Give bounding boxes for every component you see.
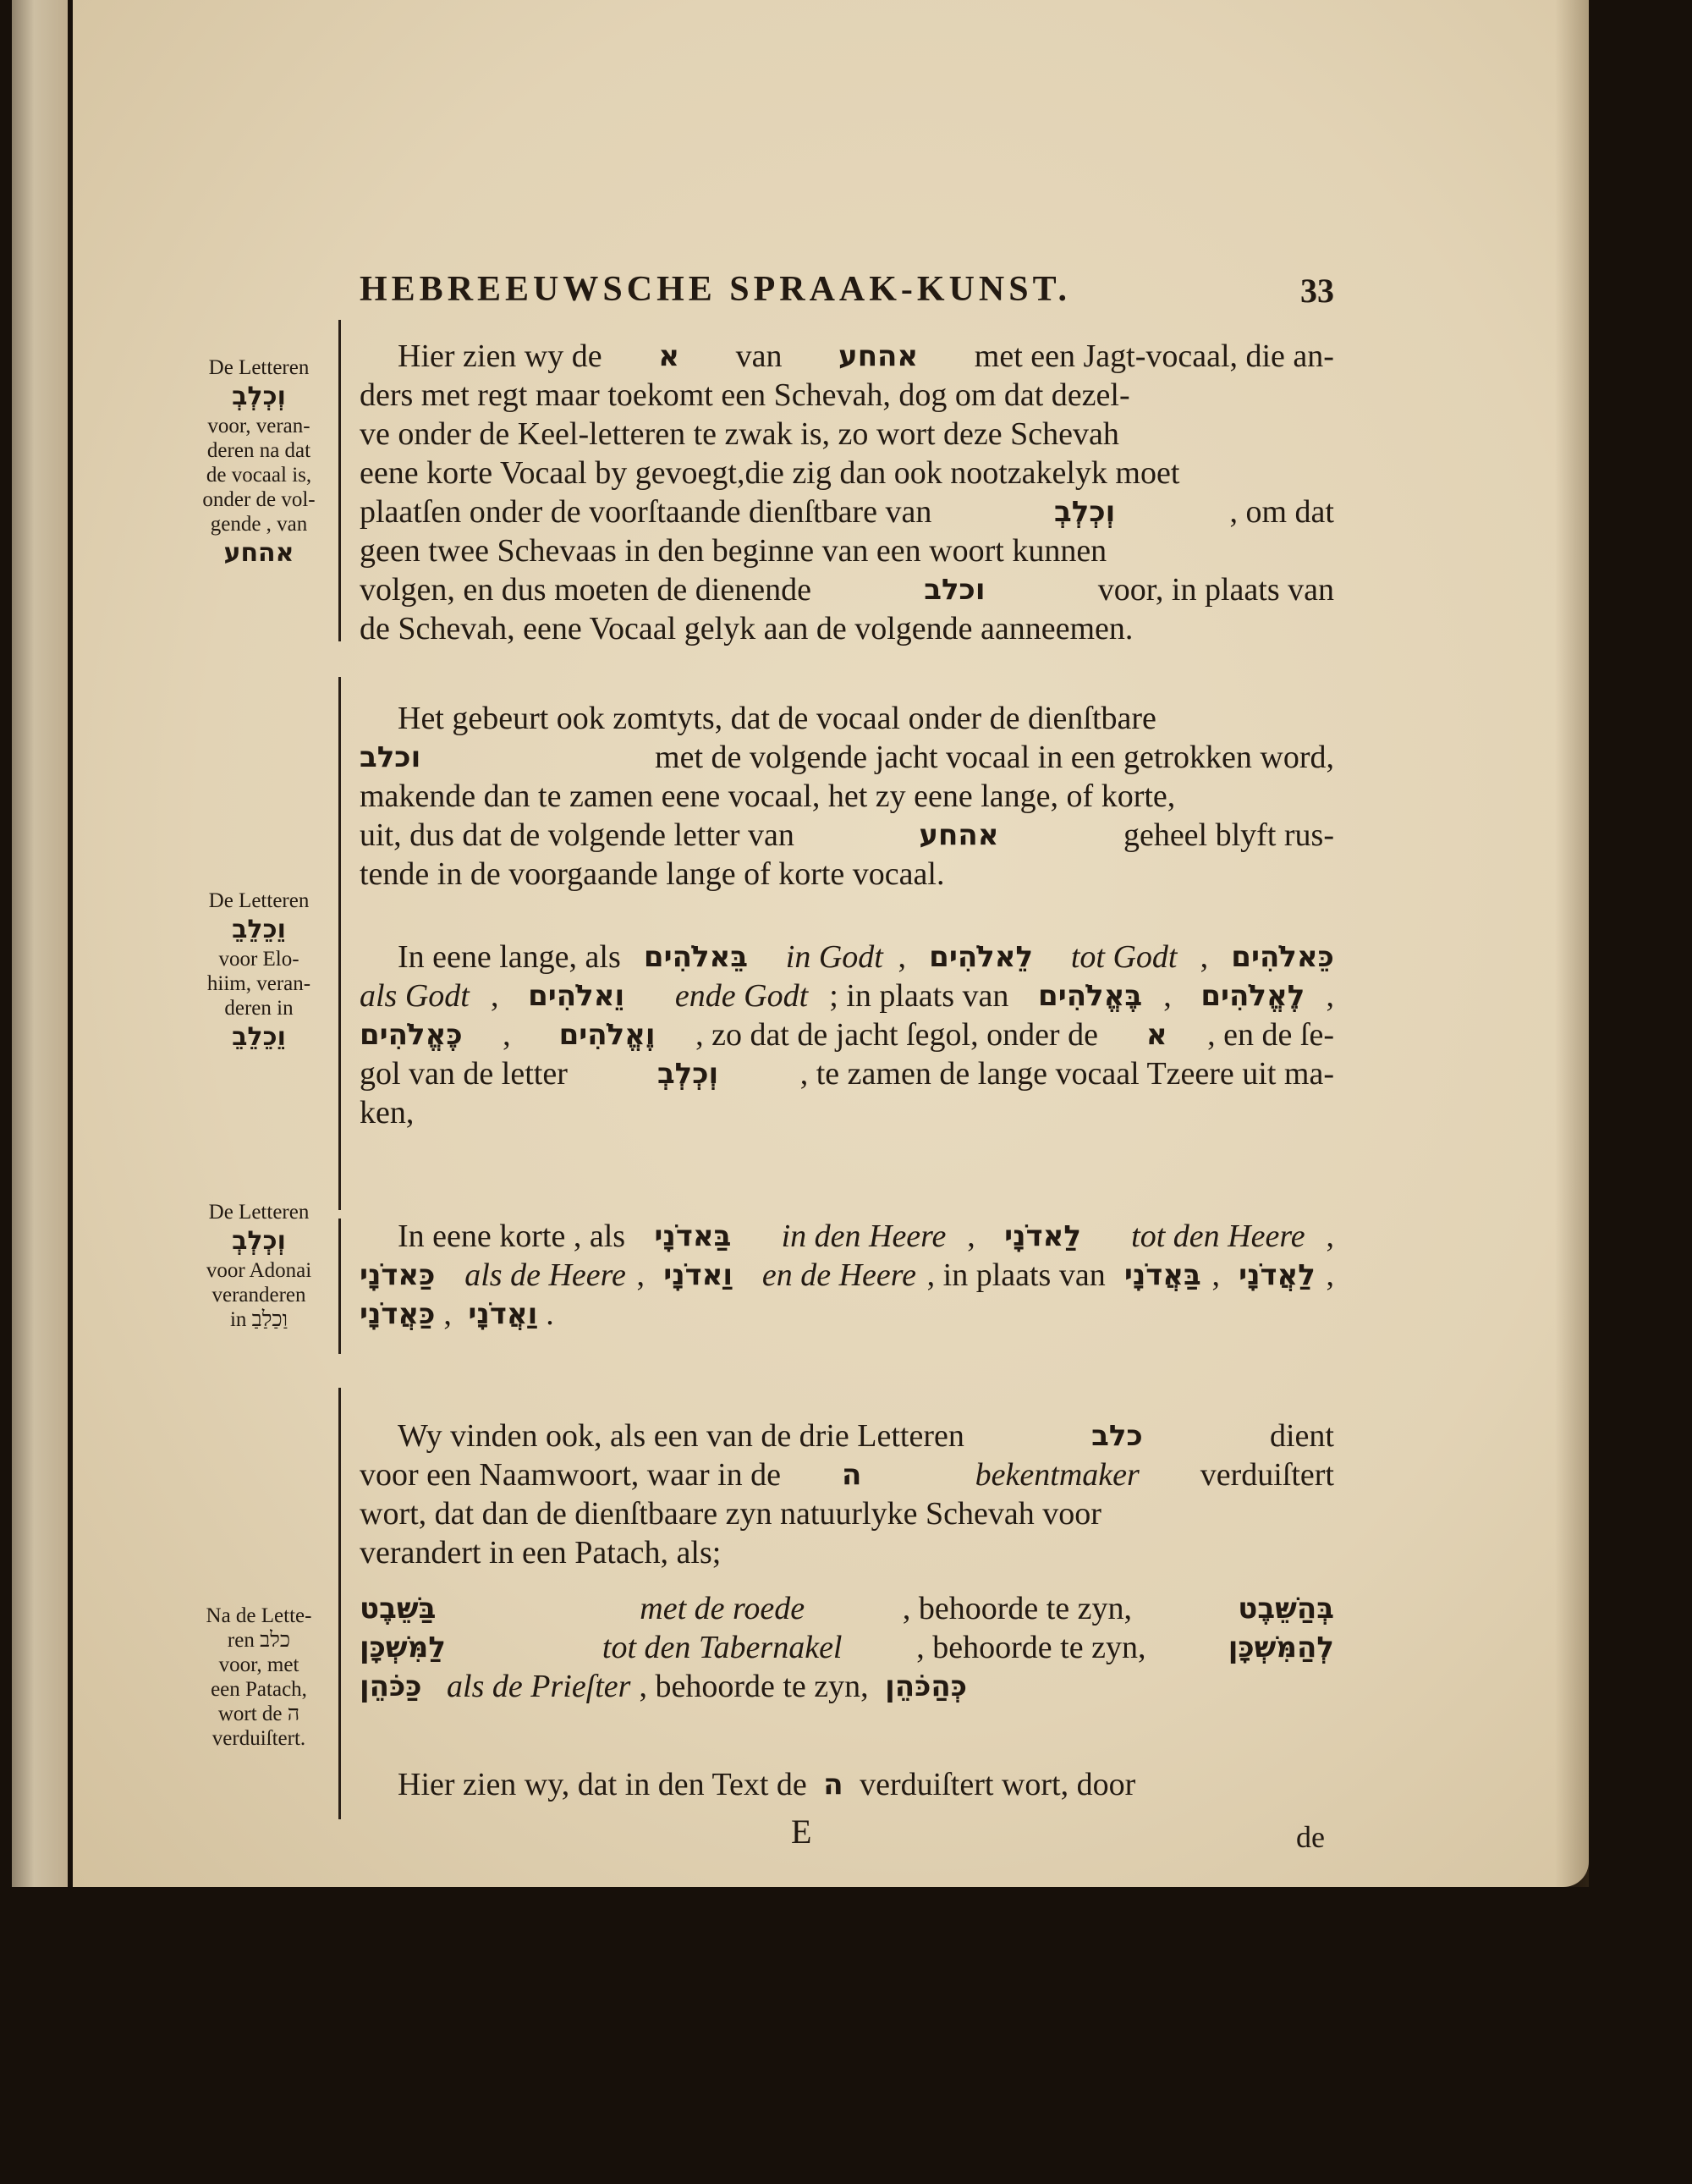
hebrew-word: כלב bbox=[1091, 1419, 1143, 1453]
hebrew-word: א bbox=[1145, 1018, 1167, 1052]
text-line bbox=[360, 609, 1334, 648]
text-segment bbox=[744, 1256, 752, 1295]
margin-note-line: deren na dat bbox=[206, 439, 311, 462]
text-line bbox=[360, 1494, 1334, 1533]
text-line bbox=[360, 699, 1334, 738]
text-line bbox=[360, 1093, 1334, 1132]
margin-note bbox=[188, 1200, 330, 1332]
text-line bbox=[360, 454, 1334, 492]
paragraph bbox=[360, 699, 1334, 894]
italic-text: tot den Heere bbox=[1131, 1219, 1305, 1254]
text-segment bbox=[1048, 938, 1057, 976]
italic-text: met de roede bbox=[640, 1591, 805, 1626]
margin-note bbox=[188, 1604, 330, 1751]
text-segment: eene korte Vocaal by gevoegt,die zig dan ook nootzakelyk moet bbox=[360, 455, 1180, 491]
text-segment bbox=[446, 1256, 454, 1295]
text-segment: ; in plaats van bbox=[829, 978, 1017, 1014]
hebrew-word: וַאֲדֹנָי bbox=[468, 1297, 538, 1331]
text-segment: , in plaats van bbox=[926, 1257, 1114, 1293]
text-line bbox=[360, 1295, 1334, 1334]
hebrew-word: וְכְלְבְ bbox=[1054, 495, 1116, 529]
text-segment bbox=[763, 938, 772, 976]
hebrew-word: לְהַמִּשְׁכָּן bbox=[1228, 1631, 1334, 1664]
hebrew-word: לֶאֱלֹהִים bbox=[1200, 979, 1305, 1013]
hebrew-word: לַאדֹנָי bbox=[1004, 1219, 1081, 1253]
hebrew-word: כַּכֹּהֵן bbox=[360, 1670, 422, 1703]
hebrew-word: וכלב bbox=[924, 573, 986, 607]
hebrew-word: לֵאלֹהִים bbox=[929, 940, 1034, 974]
text-segment: , bbox=[443, 1296, 460, 1332]
text-segment bbox=[534, 1589, 542, 1628]
text-segment bbox=[1102, 1217, 1111, 1256]
text-line bbox=[360, 1217, 1334, 1256]
paragraph bbox=[360, 1417, 1334, 1572]
hebrew-word: אהחע bbox=[223, 538, 294, 568]
text-segment: dient bbox=[1261, 1418, 1334, 1454]
paragraph bbox=[360, 337, 1334, 648]
text-line bbox=[360, 976, 1334, 1015]
text-segment: tende in de voorgaande lange of korte vocaal. bbox=[360, 856, 945, 892]
margin-note-line: een Patach, bbox=[211, 1678, 307, 1701]
text-segment: , behoorde te zyn, bbox=[916, 1630, 1154, 1665]
text-segment bbox=[645, 976, 654, 1015]
text-segment: verandert in een Patach, als; bbox=[360, 1535, 722, 1571]
hebrew-word: בֶּאֱלֹהִים bbox=[1038, 979, 1143, 1013]
hebrew-word: וֵכֵלֵבֵ bbox=[232, 1022, 286, 1052]
signature-mark: E bbox=[791, 1813, 812, 1851]
hebrew-word: בַּשֵּׁבֶט bbox=[360, 1592, 437, 1626]
text-segment: , bbox=[1326, 978, 1334, 1014]
margin-note-line: voor Elo- bbox=[218, 948, 299, 971]
margin-note bbox=[188, 355, 330, 570]
hebrew-word: וַאדֹנָי bbox=[663, 1258, 733, 1292]
text-segment: , bbox=[1326, 1219, 1334, 1254]
hebrew-word: כַּאֲדֹנָי bbox=[360, 1297, 436, 1331]
italic-text: in den Heere bbox=[781, 1219, 947, 1254]
italic-text: en de Heere bbox=[761, 1257, 916, 1293]
margin-note-line: deren in bbox=[224, 997, 294, 1020]
text-segment: ken, bbox=[360, 1095, 415, 1131]
text-line bbox=[360, 1589, 1334, 1628]
text-segment: , bbox=[967, 1219, 984, 1254]
hebrew-word: וֶאֱלֹהִים bbox=[558, 1018, 656, 1052]
italic-text: tot den Tabernakel bbox=[602, 1630, 843, 1665]
text-segment bbox=[915, 1455, 923, 1494]
hebrew-word: וְכְלְבְ bbox=[656, 1057, 719, 1091]
text-segment bbox=[520, 1628, 529, 1667]
text-segment: verduiſtert wort, door bbox=[851, 1767, 1136, 1802]
hebrew-word: וְכְלְבְ bbox=[232, 1226, 286, 1256]
bracket-line bbox=[338, 1582, 341, 1819]
italic-text: in Godt bbox=[785, 939, 883, 975]
text-segment: Hier zien wy, dat in den Text de bbox=[398, 1767, 816, 1802]
bracket-line bbox=[338, 1219, 341, 1354]
text-segment: makende dan te zamen eene vocaal, het zy eene lange, of korte, bbox=[360, 778, 1176, 814]
text-line bbox=[360, 1533, 1334, 1572]
text-segment bbox=[752, 1217, 761, 1256]
margin-note-line: De Letteren bbox=[208, 356, 310, 379]
text-line bbox=[360, 1628, 1334, 1667]
text-segment: volgen, en dus moeten de dienende bbox=[360, 572, 820, 608]
hebrew-word: ה bbox=[823, 1768, 843, 1802]
running-title: HEBREEUWSCHE SPRAAK-KUNST. bbox=[360, 270, 1072, 309]
margin-note-line: verduiſtert. bbox=[212, 1727, 306, 1750]
hebrew-word: כְּהַכֹּהֵן bbox=[885, 1670, 968, 1703]
margin-note-line: voor, met bbox=[218, 1653, 299, 1676]
hebrew-word: א bbox=[658, 339, 679, 373]
hebrew-word: וֵאלֹהִים bbox=[528, 979, 625, 1013]
text-segment: , bbox=[503, 1017, 519, 1053]
text-segment: ders met regt maar toekomt een Schevah, dog om dat dezel- bbox=[360, 377, 1130, 413]
text-line bbox=[360, 738, 1334, 777]
text-segment: wort, dat dan de dienſtbaare zyn natuurlyke Schevah voor bbox=[360, 1496, 1101, 1532]
margin-note-line: voor, veran- bbox=[207, 415, 310, 437]
text-segment: . bbox=[546, 1296, 554, 1332]
text-line bbox=[360, 415, 1334, 454]
text-line bbox=[360, 1765, 1334, 1804]
text-line bbox=[360, 855, 1334, 894]
text-segment: met een Jagt-vocaal, die an- bbox=[966, 338, 1334, 374]
text-segment: voor, in plaats van bbox=[1090, 572, 1334, 608]
paragraph bbox=[360, 1765, 1334, 1804]
text-segment: de Schevah, eene Vocaal gelyk aan de volgende aanneemen. bbox=[360, 611, 1134, 646]
text-line bbox=[360, 1054, 1334, 1093]
text-line bbox=[360, 531, 1334, 570]
text-segment: , te zamen de lange vocaal Tzeere uit ma- bbox=[799, 1056, 1334, 1092]
text-line bbox=[360, 816, 1334, 855]
text-segment: uit, dus dat de volgende letter van bbox=[360, 817, 803, 853]
catchword: de bbox=[1296, 1820, 1325, 1854]
text-segment: , bbox=[1211, 1257, 1228, 1293]
margin-note-line: onder de vol- bbox=[202, 488, 316, 511]
margin-note-line: hiim, veran- bbox=[206, 972, 311, 995]
running-header bbox=[360, 269, 1334, 311]
text-segment: verduiſtert bbox=[1192, 1457, 1334, 1493]
text-segment: , bbox=[1192, 939, 1217, 975]
italic-text: als Godt bbox=[360, 978, 470, 1014]
italic-text: ende Godt bbox=[674, 978, 809, 1014]
paragraph bbox=[360, 1589, 1334, 1706]
paragraph bbox=[360, 938, 1334, 1132]
text-line bbox=[360, 938, 1334, 976]
hebrew-word: וכלב bbox=[360, 740, 421, 774]
bracket-line bbox=[338, 677, 341, 931]
margin-note-line: gende , van bbox=[210, 513, 308, 536]
text-segment: , behoorde te zyn, bbox=[639, 1669, 877, 1704]
text-line bbox=[360, 376, 1334, 415]
hebrew-word: אהחע bbox=[919, 818, 999, 852]
text-segment: ve onder de Keel-letteren te zwak is, zo wort deze Schevah bbox=[360, 416, 1119, 452]
hebrew-word: בַּאדֹנָי bbox=[654, 1219, 732, 1253]
italic-text: bekentmaker bbox=[975, 1457, 1140, 1493]
hebrew-word: בְּהַשֵּׁבֶט bbox=[1238, 1592, 1334, 1626]
margin-note-line: veranderen bbox=[212, 1284, 306, 1307]
text-segment: , en de ſe- bbox=[1207, 1017, 1334, 1053]
paragraph bbox=[360, 1217, 1334, 1334]
bracket-line bbox=[338, 931, 341, 1210]
margin-note-line: voor Adonai bbox=[206, 1259, 312, 1282]
margin-note-line: in וַכַלַבַ bbox=[229, 1308, 288, 1331]
hebrew-word: בַּאֲדֹנָי bbox=[1123, 1258, 1201, 1292]
text-segment: In eene korte , als bbox=[398, 1219, 634, 1254]
hebrew-word: כַּאדֹנָי bbox=[360, 1258, 436, 1292]
margin-note-line: Na de Lette- bbox=[206, 1604, 312, 1627]
text-line bbox=[360, 492, 1334, 531]
hebrew-word: לַמִּשְׁכָּן bbox=[360, 1631, 446, 1664]
hebrew-word: לַאֲדֹנָי bbox=[1239, 1258, 1316, 1292]
italic-text: als de Prieſter bbox=[447, 1669, 631, 1704]
text-segment: , zo dat de jacht ſegol, onder de bbox=[695, 1017, 1107, 1053]
bracket-line bbox=[338, 1388, 341, 1582]
text-segment: , bbox=[898, 939, 915, 975]
margin-note-line: ren כלב bbox=[227, 1629, 291, 1652]
text-line bbox=[360, 777, 1334, 816]
text-segment: , om dat bbox=[1229, 494, 1334, 530]
text-line bbox=[360, 1015, 1334, 1054]
margin-note-line: wort de ה bbox=[217, 1703, 300, 1725]
page-number: 33 bbox=[1300, 272, 1334, 310]
margin-note-line: de vocaal is, bbox=[206, 464, 312, 487]
hebrew-word: בֵּאלֹהִים bbox=[643, 940, 749, 974]
text-segment: voor een Naamwoort, waar in de bbox=[360, 1457, 789, 1493]
hebrew-word: ה bbox=[841, 1458, 862, 1492]
text-segment: , behoorde te zyn, bbox=[902, 1591, 1140, 1626]
text-line bbox=[360, 1667, 1334, 1706]
hebrew-word: וְכְלְבְ bbox=[232, 382, 286, 411]
text-segment: geheel blyft rus- bbox=[1115, 817, 1334, 853]
italic-text: als de Heere bbox=[464, 1257, 626, 1293]
text-line bbox=[360, 1256, 1334, 1295]
hebrew-word: כֶּאֱלֹהִים bbox=[360, 1018, 463, 1052]
text-segment: , bbox=[1163, 978, 1180, 1014]
previous-page-edge bbox=[12, 0, 68, 1887]
text-line bbox=[360, 1455, 1334, 1494]
margin-note-line: De Letteren bbox=[208, 889, 310, 912]
text-segment: geen twee Schevaas in den beginne van een woort kunnen bbox=[360, 533, 1107, 569]
text-segment: gol van de letter bbox=[360, 1056, 576, 1092]
hebrew-word: וֵכֵלֵבֵ bbox=[232, 915, 286, 944]
text-segment: Wy vinden ook, als een van de drie Letteren bbox=[398, 1418, 973, 1454]
margin-note-line: De Letteren bbox=[208, 1201, 310, 1224]
text-segment: van bbox=[728, 338, 790, 374]
text-line bbox=[360, 1417, 1334, 1455]
bracket-line bbox=[338, 320, 341, 641]
text-segment bbox=[431, 1667, 439, 1706]
hebrew-word: אהחע bbox=[838, 339, 919, 373]
text-segment: plaatſen onder de voorſtaande dienſtbare van bbox=[360, 494, 940, 530]
margin-note bbox=[188, 888, 330, 1054]
text-segment: met de volgende jacht vocaal in een getrokken word, bbox=[646, 740, 1334, 775]
text-line bbox=[360, 570, 1334, 609]
text-line bbox=[360, 337, 1334, 376]
text-segment: , bbox=[1326, 1257, 1334, 1293]
text-segment: In eene lange, als bbox=[398, 939, 629, 975]
text-segment: Hier zien wy de bbox=[398, 338, 611, 374]
hebrew-word: כֵּאלֹהִים bbox=[1231, 940, 1334, 974]
text-segment: , bbox=[636, 1257, 653, 1293]
text-segment: , bbox=[490, 978, 507, 1014]
text-segment: Het gebeurt ook zomtyts, dat de vocaal onder de dienſtbare bbox=[398, 701, 1156, 736]
italic-text: tot Godt bbox=[1070, 939, 1178, 975]
